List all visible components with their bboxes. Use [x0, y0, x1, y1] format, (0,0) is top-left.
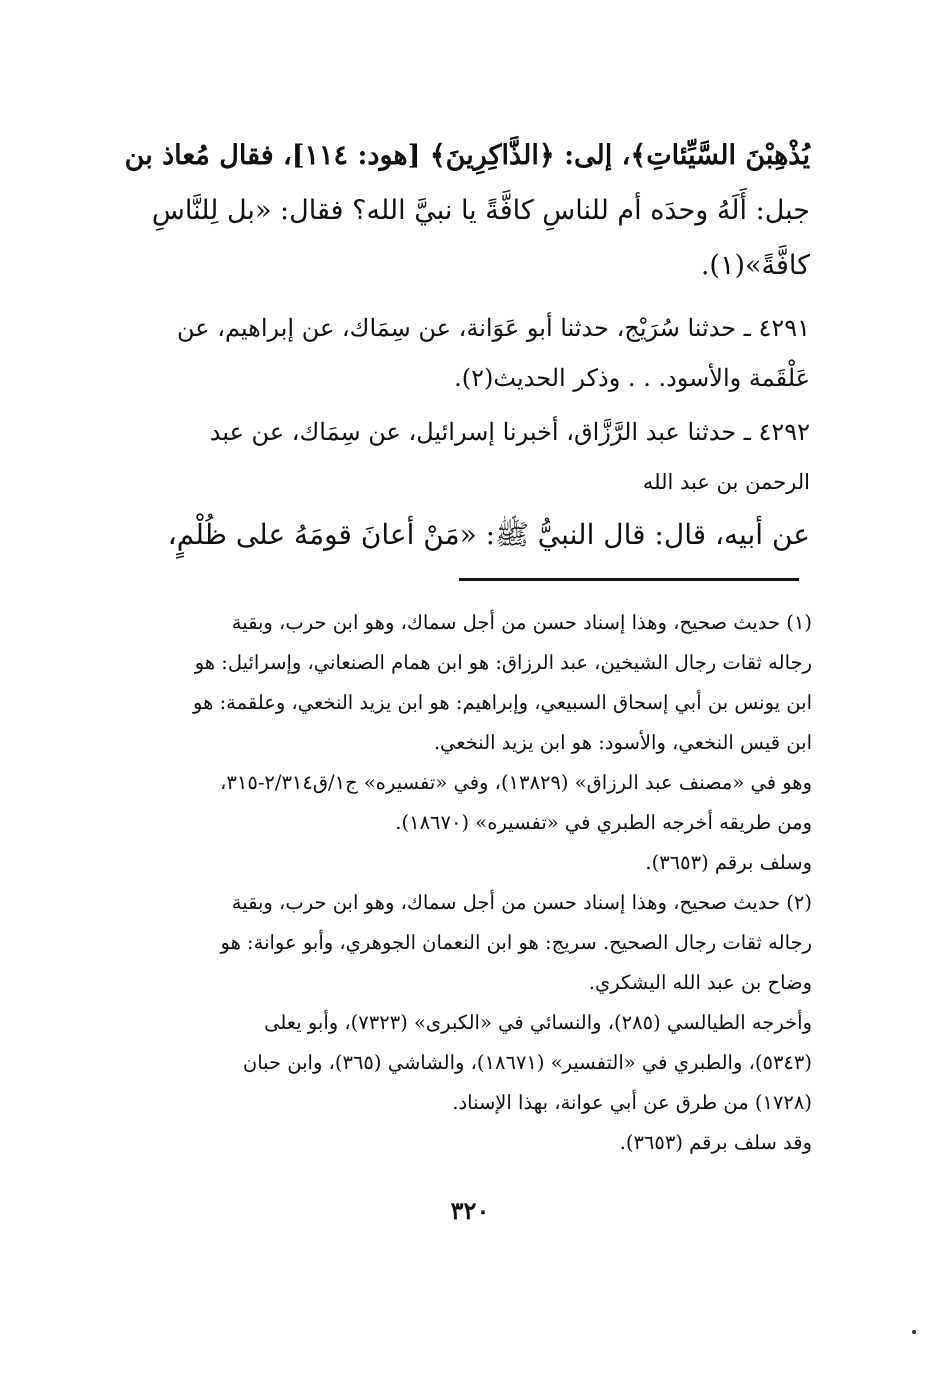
footnote-1-line: وهو في «مصنف عبد الرزاق» (١٣٨٢٩)، وفي «تفسيره» ج١/ق٢/٣١٤-٣١٥، — [220, 771, 812, 794]
hadith-4292-matn — [104, 513, 810, 557]
footnote-1-line: رجاله ثقات رجال الشيخين، عبد الرزاق: هو ابن همام الصنعاني، وإسرائيل: هو — [194, 651, 812, 674]
footnote-1-line: ومن طريقه أخرجه الطبري في «تفسيره» (١٨٦٧٠). — [395, 811, 812, 834]
footnote-2-line: رجاله ثقات رجال الصحيح. سريج: هو ابن النعمان الجوهري، وأبو عوانة: هو — [220, 931, 812, 954]
text-line: ٤٢٩١ ـ حدثنا سُرَيْج، حدثنا أبو عَوَانة، عن سِمَاك، عن إبراهيم، عن — [176, 314, 810, 342]
hadith-4291 — [104, 303, 810, 403]
text-line: يُذْهِبْنَ السَّيِّئاتِ﴾، إلى: ﴿الذَّاكِرِينَ﴾ [هود: ١١٤]، فقال مُعاذ بن — [124, 140, 810, 171]
text-line: جبل: أَلَهُ وحدَه أم للناسِ كافَّةً يا نبيَّ الله؟ فقال: «بل لِلنَّاسِ — [151, 195, 810, 226]
footnote-separator — [459, 578, 799, 581]
hadith-text-continuation — [104, 128, 810, 293]
footnote-2-line: وأخرجه الطيالسي (٢٨٥)، والنسائي في «الكبرى» (٧٣٢٣)، وأبو يعلى — [264, 1011, 812, 1034]
text-line: الرحمن بن عبد الله — [642, 470, 810, 494]
text-line: ٤٢٩٢ ـ حدثنا عبد الرَّزَّاق، أخبرنا إسرائيل، عن سِمَاك، عن عبد — [209, 418, 810, 446]
footnote-1-line: ابن قيس النخعي، والأسود: هو ابن يزيد النخعي. — [433, 731, 812, 754]
footnote-1-line: وسلف برقم (٣٦٥٣). — [645, 851, 812, 874]
text-line: عن أبيه، قال: قال النبيُّ ﷺ: «مَنْ أعانَ قومَهُ على ظُلْمٍ، — [167, 518, 810, 551]
text-line: عَلْقَمة والأسود. . . وذكر الحديث(٢). — [454, 364, 810, 392]
footnote-2-line: (١٧٢٨) من طرق عن أبي عوانة، بهذا الإسناد. — [452, 1091, 812, 1114]
footnote-1-line: (١) حديث صحيح، وهذا إسناد حسن من أجل سماك، وهو ابن حرب، وبقية — [231, 611, 812, 634]
footnote-1-line: ابن يونس بن أبي إسحاق السبيعي، وإبراهيم: هو ابن يزيد النخعي، وعلقمة: هو — [193, 691, 812, 714]
hadith-4292 — [104, 407, 810, 507]
text-line: كافَّةً»(١). — [700, 250, 810, 281]
footnote-2-line: (٢) حديث صحيح، وهذا إسناد حسن من أجل سماك، وهو ابن حرب، وبقية — [231, 891, 812, 914]
scan-speck — [912, 1330, 916, 1334]
footnotes — [104, 603, 812, 1163]
footnote-2-line: (٥٣٤٣)، والطبري في «التفسير» (١٨٦٧١)، والشاشي (٣٦٥)، وابن حبان — [242, 1051, 812, 1074]
footnote-2-line: وقد سلف برقم (٣٦٥٣). — [619, 1131, 812, 1154]
footnote-2-line: وضاح بن عبد الله اليشكري. — [588, 971, 812, 994]
page-number: ٣٢٠ — [450, 1196, 490, 1225]
